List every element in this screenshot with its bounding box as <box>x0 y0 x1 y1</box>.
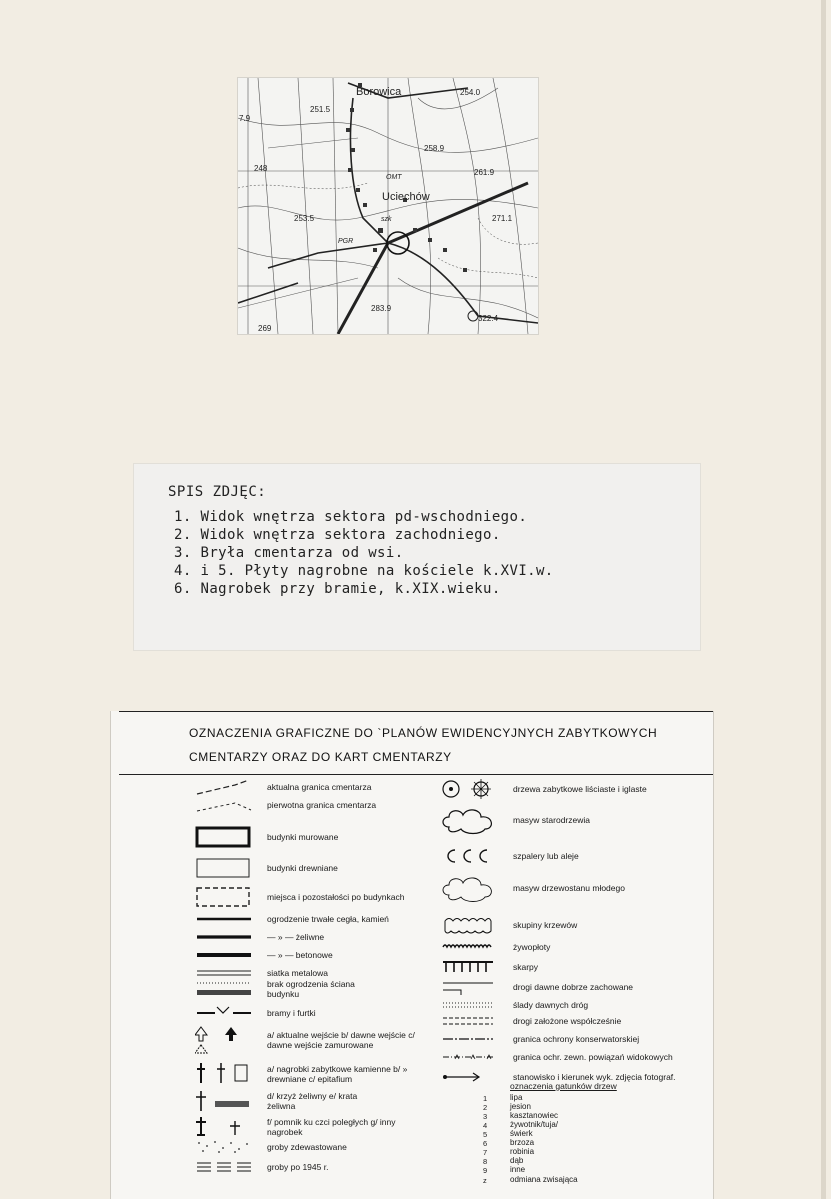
map-abbreviation: szk <box>381 216 392 223</box>
iron-cross-symbol <box>195 1089 257 1113</box>
legend-label: siatka metalowa <box>267 968 328 978</box>
legend-label: — » — betonowe <box>267 950 333 960</box>
post-1945-graves-symbol <box>195 1157 257 1177</box>
tombstone-symbol <box>195 1061 257 1087</box>
devastated-graves-symbol <box>195 1137 257 1157</box>
legend-label: drogi dawne dobrze zachowane <box>513 982 634 992</box>
legend-label: żywopłoty <box>513 942 551 952</box>
legend-label: szpalery lub aleje <box>513 851 579 861</box>
legend-row <box>195 1157 328 1177</box>
map-elevation: 253.5 <box>294 214 315 223</box>
no-fence-symbol <box>195 977 257 1001</box>
photo-list-title: SPIS ZDJĘC: <box>168 484 267 500</box>
tree-number: 4 <box>483 1121 488 1130</box>
tree-number: 8 <box>483 1157 488 1166</box>
legend-label: a/ nagrobki zabytkowe kamienne b/ » drewniane c/ epitafium <box>267 1064 408 1084</box>
legend-row <box>441 977 633 997</box>
legend-row <box>195 945 333 965</box>
topographic-map <box>237 77 539 335</box>
tree-alley-symbol <box>441 845 503 867</box>
legend-row <box>195 777 371 797</box>
legend-label: drzewa zabytkowe liściaste i iglaste <box>513 784 647 794</box>
map-town-borowica: Borowica <box>356 86 402 98</box>
hedge-symbol <box>441 937 503 957</box>
tree-species: kasztanowiec <box>510 1111 559 1120</box>
legend-label: budynki drewniane <box>267 863 338 873</box>
legend-row <box>441 845 579 867</box>
escarpment-symbol <box>441 957 503 977</box>
legend-row <box>195 909 389 929</box>
tree-species: dąb <box>510 1156 524 1165</box>
legend-label: budynki murowane <box>267 832 339 842</box>
tree-species: robinia <box>510 1147 535 1156</box>
legend-row <box>441 937 550 957</box>
legend-row <box>195 927 324 947</box>
building-remains-symbol <box>195 885 257 909</box>
entrance-symbol <box>195 1023 257 1057</box>
map-elevation: 254.0 <box>460 88 481 97</box>
legend-label: groby po 1945 r. <box>267 1162 329 1172</box>
conservation-boundary-symbol <box>441 1029 503 1049</box>
legend-row <box>195 856 338 880</box>
legend-label: a/ aktualne wejście b/ dawne wejście c/ dawne wejście zamurowane <box>267 1030 415 1050</box>
tree-species: odmiana zwisająca <box>510 1175 578 1184</box>
photo-list-item: 4. i 5. Płyty nagrobne na kościele k.XVI.w. <box>174 563 554 579</box>
legend-label: aktualna granica cmentarza <box>267 782 372 792</box>
tree-species-heading: oznaczenia gatunków drzew <box>510 1081 617 1091</box>
legend-row <box>195 885 407 909</box>
photo-station-symbol <box>441 1067 503 1087</box>
map-abbreviation: PGR <box>338 238 354 245</box>
tree-species: lipa <box>510 1093 523 1102</box>
legend-label: brak ogrodzenia ściana budynku <box>267 979 355 999</box>
map-elevation: 322.4 <box>478 314 499 323</box>
legend-row <box>441 1029 639 1049</box>
map-elevation: 258.9 <box>424 144 445 153</box>
legend-sheet <box>110 711 714 1199</box>
shrubs-symbol <box>441 913 503 937</box>
tree-number: z <box>483 1176 487 1185</box>
legend-row <box>441 1011 621 1031</box>
map-town-uciechow: Uciechów <box>382 191 430 203</box>
wooden-building-symbol <box>195 856 257 880</box>
tree-species: świerk <box>510 1129 533 1138</box>
tree-number: 1 <box>483 1094 488 1103</box>
legend-row <box>195 1003 316 1023</box>
legend-label: skarpy <box>513 962 539 972</box>
legend-row <box>195 1089 387 1113</box>
map-elevation: 261.9 <box>474 168 495 177</box>
legend-row <box>195 977 387 1001</box>
permanent-fence-symbol <box>195 909 257 929</box>
legend-label: ogrodzenie trwałe cegła, kamień <box>267 914 389 924</box>
map-elevation: 269 <box>258 324 272 333</box>
tree-number: 3 <box>483 1112 488 1121</box>
legend-label: granica ochrony konserwatorskiej <box>513 1034 640 1044</box>
legend-label: ślady dawnych dróg <box>513 1000 589 1010</box>
tree-number: 7 <box>483 1148 488 1157</box>
legend-row <box>441 777 647 801</box>
map-elevation: 271.1 <box>492 214 513 223</box>
map-abbreviation: OMT <box>386 174 402 181</box>
legend-label: drogi założone współcześnie <box>513 1016 622 1026</box>
legend-row <box>195 1115 397 1139</box>
tree-species: inne <box>510 1165 526 1174</box>
iron-fence-symbol <box>195 927 257 947</box>
tree-number: 6 <box>483 1139 488 1148</box>
gate-symbol <box>195 1003 257 1023</box>
young-stand-symbol <box>441 873 503 903</box>
map-elevation: 248 <box>254 164 268 173</box>
tree-number: 2 <box>483 1103 488 1112</box>
legend-row <box>441 913 577 937</box>
legend-row <box>441 873 625 903</box>
legend-label: — » — żeliwne <box>267 932 325 942</box>
legend-label: groby zdewastowane <box>267 1142 347 1152</box>
legend-row <box>195 795 376 815</box>
old-stand-symbol <box>441 805 503 835</box>
photo-list <box>174 508 554 598</box>
legend-title-line1: OZNACZENIA GRAFICZNE DO `PLANÓW EWIDENCYJNYCH ZABYTKOWYCH <box>189 726 658 740</box>
legend-row <box>195 1137 347 1157</box>
legend-row <box>441 1047 673 1067</box>
photo-list-item: 2. Widok wnętrza sektora zachodniego. <box>174 527 501 543</box>
legend-row <box>195 1061 437 1087</box>
photo-list-card <box>133 463 701 651</box>
legend-label: stanowisko i kierunek wyk. zdjęcia fotograf. <box>513 1072 676 1082</box>
masonry-building-symbol <box>195 825 257 849</box>
legend-row <box>441 957 538 977</box>
photo-list-item: 3. Bryła cmentarza od wsi. <box>174 545 404 561</box>
legend-row <box>195 825 338 849</box>
tree-number: 5 <box>483 1130 488 1139</box>
monument-symbol <box>195 1115 257 1139</box>
legend-label: miejsca i pozostałości po budynkach <box>267 892 405 902</box>
legend-row <box>441 805 590 835</box>
historic-trees-symbol <box>441 777 503 801</box>
legend-label: masyw starodrzewia <box>513 815 590 825</box>
tree-number: 9 <box>483 1166 488 1175</box>
legend-label: d/ krzyż żeliwny e/ krata żeliwna <box>267 1091 358 1111</box>
legend-label: skupiny krzewów <box>513 920 578 930</box>
tree-species: jesion <box>510 1102 531 1111</box>
tree-species: żywotnik/tuja/ <box>510 1120 559 1129</box>
legend-label: masyw drzewostanu młodego <box>513 883 625 893</box>
original-boundary-symbol <box>195 795 257 815</box>
current-boundary-symbol <box>195 777 257 797</box>
map-elevation: 7.9 <box>239 114 251 123</box>
map-elevation: 251.5 <box>310 105 331 114</box>
map-drawing <box>238 78 538 334</box>
view-boundary-symbol <box>441 1047 503 1067</box>
legend-label: granica ochr. zewn. powiązań widokowych <box>513 1052 673 1062</box>
photo-list-item: 1. Widok wnętrza sektora pd-wschodniego. <box>174 509 528 525</box>
concrete-fence-symbol <box>195 945 257 965</box>
legend-row <box>195 1023 417 1057</box>
legend-header <box>119 711 713 775</box>
modern-road-symbol <box>441 1011 503 1031</box>
old-road-symbol <box>441 977 503 997</box>
legend-label: f/ pomnik ku czci poległych g/ inny nagrobek <box>267 1117 396 1137</box>
photo-list-item: 6. Nagrobek przy bramie, k.XIX.wieku. <box>174 581 501 597</box>
map-elevation: 283.9 <box>371 304 392 313</box>
legend-label: pierwotna granica cmentarza <box>267 800 377 810</box>
legend-title-line2: CMENTARZY ORAZ DO KART CMENTARZY <box>189 750 452 764</box>
legend-label: bramy i furtki <box>267 1008 316 1018</box>
tree-species: brzoza <box>510 1138 535 1147</box>
